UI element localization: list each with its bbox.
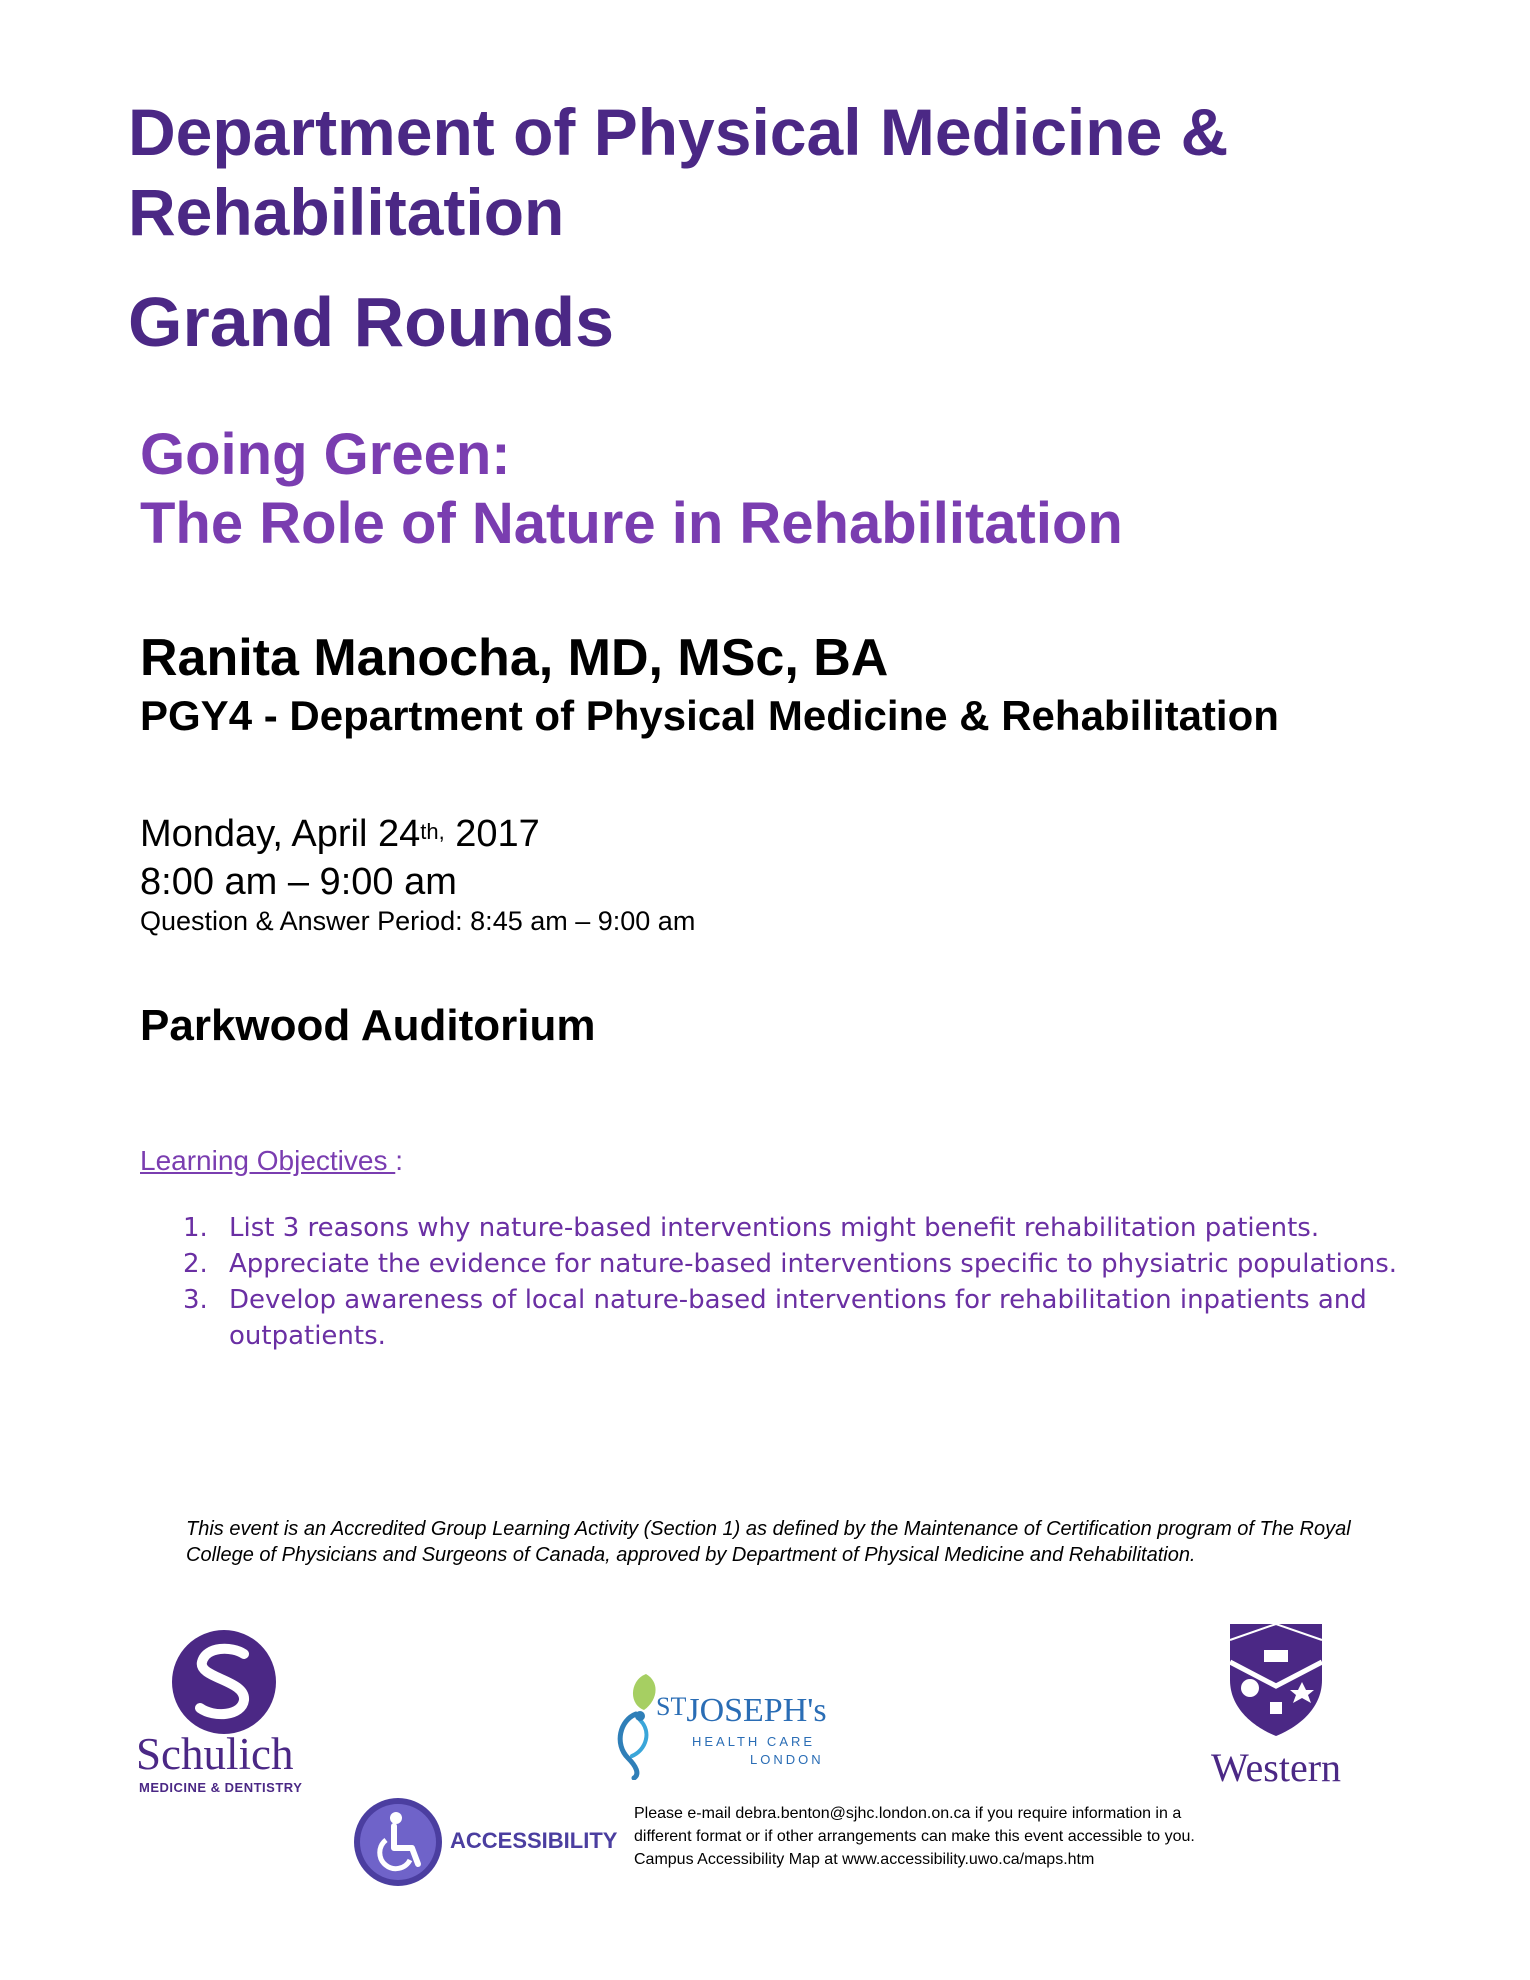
schulich-wordmark: Schulich [136, 1729, 294, 1779]
date-year: 2017 [444, 813, 540, 855]
schedule [140, 810, 540, 906]
department-title: Department of Physical Medicine & Rehabilitation [128, 95, 1229, 249]
objective-text: Develop awareness of local nature-based interventions for rehabilitation inpatients and outpatients. [229, 1285, 1367, 1351]
talk-title [140, 420, 1123, 558]
speaker-role: PGY4 - Department of Physical Medicine & Rehabilitation [140, 692, 1279, 739]
contact-line3: Campus Accessibility Map at www.accessibility.uwo.ca/maps.htm [634, 1851, 1095, 1868]
st-josephs-line3: LONDON [750, 1752, 824, 1767]
heading-colon: : [395, 1145, 404, 1176]
learning-objectives-heading [140, 1144, 403, 1178]
western-crest-icon [1226, 1620, 1326, 1738]
talk-title-line2: The Role of Nature in Rehabilitation [140, 491, 1123, 556]
event-type-title: Grand Rounds [128, 283, 615, 361]
st-josephs-line2: HEALTH CARE [692, 1734, 816, 1749]
accessibility-label: ACCESSIBILITY [450, 1828, 618, 1853]
learning-objectives-list [183, 1210, 1423, 1354]
list-item [183, 1246, 1423, 1282]
list-number: 3. [183, 1285, 208, 1315]
accreditation-statement: This event is an Accredited Group Learning Activity (Section 1) as defined by the Maintenance of Certification program of The Royal College of Physicians and Surgeons of Canada, approved by Department of Physical Medicine and Rehabilitation. [186, 1518, 1351, 1566]
event-time: 8:00 am – 9:00 am [140, 861, 457, 903]
western-logo [1196, 1620, 1356, 1800]
schulich-subtitle: MEDICINE & DENTISTRY [139, 1780, 303, 1795]
list-item [183, 1282, 1423, 1354]
qa-period: Question & Answer Period: 8:45 am – 9:00 am [140, 906, 696, 936]
list-number: 1. [183, 1213, 208, 1243]
st-josephs-wordmark [656, 1692, 827, 1730]
wheelchair-icon [352, 1796, 444, 1888]
date-prefix: Monday, April 24 [140, 813, 421, 855]
talk-title-line1: Going Green: [140, 422, 511, 487]
contact-line1: Please e-mail debra.benton@sjhc.london.on.ca if you require information in a [634, 1805, 1182, 1822]
event-location: Parkwood Auditorium [140, 1001, 596, 1050]
st-josephs-logo [606, 1670, 866, 1780]
accessibility-badge [352, 1796, 618, 1888]
list-number: 2. [183, 1249, 208, 1279]
st-josephs-name: JOSEPH's [686, 1692, 827, 1729]
speaker-name: Ranita Manocha, MD, MSc, BA [140, 629, 889, 687]
event-date [140, 810, 540, 858]
objective-text: List 3 reasons why nature-based interventions might benefit rehabilitation patients. [229, 1213, 1320, 1243]
contact-info [634, 1802, 1274, 1871]
st-josephs-st: ST [656, 1692, 687, 1721]
learning-objectives-link[interactable]: Learning Objectives [140, 1145, 396, 1176]
schulich-logo [136, 1620, 316, 1800]
date-ordinal: th, [420, 819, 445, 844]
list-item [183, 1210, 1423, 1246]
objective-text: Appreciate the evidence for nature-based interventions specific to physiatric populations. [229, 1249, 1398, 1279]
contact-line2: different format or if other arrangements can make this event accessible to you. [634, 1828, 1195, 1845]
western-wordmark: Western [1210, 1745, 1342, 1790]
